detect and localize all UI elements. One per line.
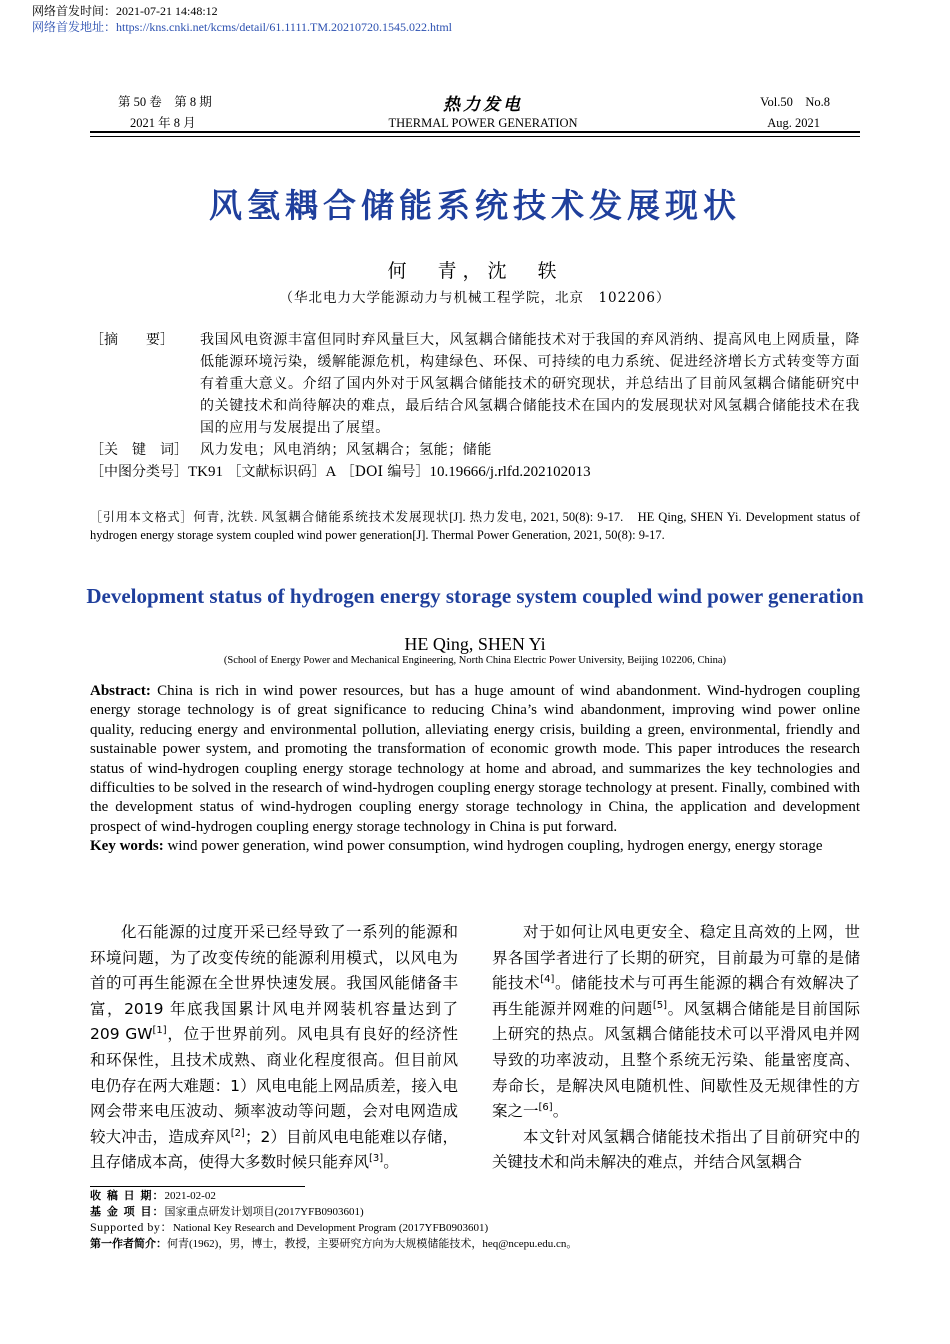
abstract-cn	[90, 329, 860, 439]
footnote-rule	[90, 1186, 305, 1187]
online-first-time-label: 网络首发时间：	[32, 4, 117, 18]
ref-2[interactable]: [2]	[230, 1127, 245, 1139]
abstract-cn-text: 我国风电资源丰富但同时弃风量巨大，风氢耦合储能技术对于我国的弃风消纳、提高风电上网质量，降低能源环境污染，缓解能源危机，构建绿色、环保、可持续的电力系统、促进经济增长方式转变等方面有着重大意义。介绍了国内外对于风氢耦合储能技术的研究现状，并总结出了目前风氢耦合储能研究中的关键技术和尚待解决的难点，最后结合风氢耦合储能技术在国内的发展现状对风氢耦合储能技术在我国的应用与发展提出了展望。	[200, 332, 860, 436]
keywords-cn	[90, 439, 860, 461]
ref-3[interactable]: [3]	[369, 1153, 384, 1165]
header-rule-thin	[90, 136, 860, 137]
body-text: 化石能源的过度开采已经导致了一系列的能源和环境问题，为了改变传统的能源利用模式，以风电为首的可再生能源在全世界快速发展。我国风能储备丰富，2019 年底我国累计风电并网装机容量达到了 209 GW	[90, 923, 458, 1044]
paper-title-en: Development status of hydrogen energy storage system coupled wind power generation	[86, 584, 864, 608]
citation-label: ［引用本文格式］	[90, 510, 194, 524]
journal-name-en: THERMAL POWER GENERATION	[388, 116, 578, 130]
doi-value[interactable]: 10.19666/j.rlfd.202102013	[429, 464, 591, 480]
footnote-supported-value: National Key Research and Development Program (2017YFB0903601)	[172, 1222, 489, 1234]
online-first-url-label: 网络首发地址：	[32, 20, 117, 34]
doc-code-value: A	[325, 464, 337, 480]
authors-cn: 何 青，沈 轶	[387, 260, 563, 282]
body-text: 。	[383, 1153, 399, 1172]
journal-name-cn: 热力发电	[443, 95, 523, 115]
body-text: 。	[552, 1102, 569, 1121]
body-paragraph	[492, 920, 860, 1125]
footnote-author-value: 何青(1962)，男，博士，教授，主要研究方向为大规模储能技术，heq@ncepu.edu.cn。	[167, 1238, 578, 1250]
abstract-en-text: China is rich in wind power resources, but has a huge amount of wind abandonment. Wind-hydrogen coupling energy storage technology is of great significance to reducing China’s wind abandonment, improving wind power online quality, reducing energy and environmental pollution, alleviating energy crisis, building a green, environmental, friendly and sustainable power system, and promoting the transformation of economic growth mode. This paper introduces the research status of wind-hydrogen coupling energy storage technology at home and abroad, and summarizes the key technologies and difficulties to be solved in the research of wind-hydrogen coupling energy storage technology at present. Finally, combined with the development status of wind-hydrogen coupling energy storage technology in China, the application and development prospect of wind-hydrogen coupling energy storage technology in China is put forward.	[90, 683, 860, 835]
footnote-fund	[90, 1204, 860, 1220]
online-first-time-value: 2021-07-21 14:48:12	[116, 4, 218, 18]
body-column-right	[492, 920, 860, 1176]
footnote-author	[90, 1236, 860, 1252]
body-paragraph	[90, 920, 458, 1176]
authors-en: HE Qing, SHEN Yi	[404, 634, 546, 654]
header-date-en: Aug. 2021	[767, 116, 820, 130]
footnote-received-value: 2021-02-02	[164, 1190, 216, 1202]
citation-format	[90, 508, 860, 544]
affiliation-cn: （华北电力大学能源动力与机械工程学院，北京 102206）	[279, 290, 671, 306]
footnote-supported	[90, 1220, 860, 1236]
classification-row	[90, 461, 860, 483]
doc-code-label: ［文献标识码］	[227, 464, 326, 480]
keywords-en-text: wind power generation, wind power consumption, wind hydrogen coupling, hydrogen energy, energy storage	[167, 838, 823, 855]
online-first-time	[32, 4, 218, 19]
abstract-cn-label: ［摘 要］	[90, 332, 174, 348]
footnote-fund-label: 基 金 项 目：	[90, 1205, 165, 1218]
affiliation-en: (School of Energy Power and Mechanical Engineering, North China Electric Power University, Beijing 102206, China)	[223, 655, 727, 666]
abstract-en-label: Abstract:	[90, 683, 151, 699]
keywords-cn-label: ［关 键 词］	[90, 442, 188, 458]
clc-value: TK91	[188, 464, 223, 480]
body-text: 。储能技术与可再生能源的耦合有效解决了再生能源并网难的问题	[492, 974, 860, 1018]
footnote-fund-value: 国家重点研发计划项目(2017YFB0903601)	[164, 1206, 364, 1218]
footnotes	[90, 1188, 860, 1252]
footnote-supported-label: Supported by：	[90, 1220, 173, 1234]
body-text: ；2）目前风电电能难以存储，且存储成本高，使得大多数时候只能弃风	[90, 1127, 458, 1172]
body-text: ，位于世界前列。风电具有良好的经济性和环保性，且技术成熟、商业化程度很高。但目前风电仍存在两大难题：1）风电电能上网品质差，接入电网会带来电压波动、频率波动等问题，会对电网造成较大冲击，造成弃风	[90, 1025, 458, 1146]
footnote-author-label: 第一作者简介：	[90, 1237, 167, 1250]
online-first-url	[32, 20, 452, 35]
body-paragraph: 本文针对风氢耦合储能技术指出了目前研究中的关键技术和尚未解决的难点，并结合风氢耦合	[492, 1127, 860, 1172]
clc-label: ［中图分类号］	[90, 464, 188, 480]
ref-6[interactable]: [6]	[538, 1102, 553, 1113]
header-date-cn: 2021 年 8 月	[130, 116, 196, 130]
abstract-en	[90, 682, 860, 857]
citation-text: 何青, 沈轶. 风氢耦合储能系统技术发展现状[J]. 热力发电, 2021, 50(8): 9-17. HE Qing, SHEN Yi. Development status of hydrogen energy storage system coupled wind power generation[J]. Thermal Power Generation, 2021, 50(8): 9-17.	[90, 510, 860, 542]
body-column-left	[90, 920, 458, 1176]
doi-label: ［DOI 编号］	[340, 464, 430, 480]
footnote-received	[90, 1188, 860, 1204]
online-first-url-link[interactable]: https://kns.cnki.net/kcms/detail/61.1111.TM.20210720.1545.022.html	[116, 20, 452, 34]
ref-1[interactable]: [1]	[152, 1025, 167, 1037]
keywords-cn-text: 风力发电；风电消纳；风氢耦合；氢能；储能	[200, 442, 492, 458]
keywords-en-paragraph	[90, 837, 860, 856]
header-volume-en: Vol.50 No.8	[760, 95, 830, 109]
body-text: 对于如何让风电更安全、稳定且高效的上网，世界各国学者进行了长期的研究，目前最为可靠的是储能技术	[492, 923, 860, 993]
ref-4[interactable]: [4]	[540, 974, 555, 986]
paper-title-cn: 风氢耦合储能系统技术发展现状	[209, 186, 741, 225]
abstract-en-paragraph	[90, 682, 860, 837]
header-volume-cn: 第 50 卷 第 8 期	[118, 95, 212, 109]
body-text: 。风氢耦合储能是目前国际上研究的热点。风氢耦合储能技术可以平滑风电并网导致的功率波动，且整个系统无污染、能量密度高、寿命长，是解决风电随机性、间歇性及无规律性的方案之一	[492, 999, 860, 1121]
footnote-received-label: 收 稿 日 期：	[90, 1189, 165, 1202]
keywords-en-label: Key words:	[90, 838, 164, 855]
header-rule-thick	[90, 131, 860, 133]
ref-5[interactable]: [5]	[652, 999, 667, 1011]
